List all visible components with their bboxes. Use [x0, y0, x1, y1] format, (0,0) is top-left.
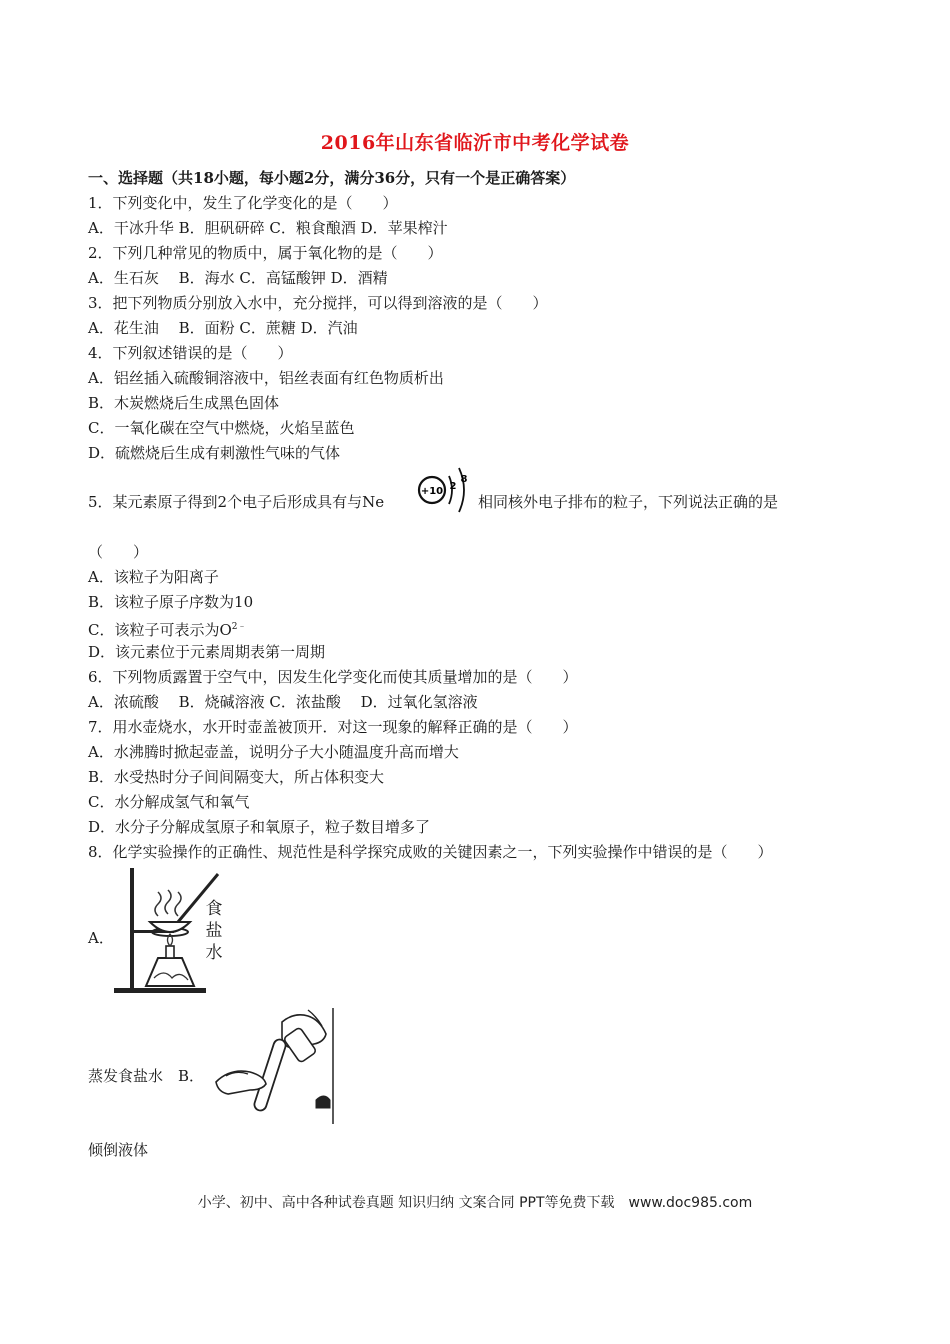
shell-2-electrons: 8 — [460, 474, 468, 485]
question-8-option-a-caption — [88, 1066, 204, 1086]
shell-1-electrons: 2 — [449, 481, 457, 492]
question-4-option-a: A．铝丝插入硫酸铜溶液中，铝丝表面有红色物质析出 — [88, 369, 444, 387]
alcohol-lamp-body — [146, 958, 194, 986]
nucleus-charge: +10 — [420, 486, 444, 497]
question-4: 4．下列叙述错误的是（ ） — [88, 344, 293, 362]
salt-water-label-char-2: 盐 — [205, 921, 223, 941]
question-7: 7．用水壶烧水，水开时壶盖被顶开．对这一现象的解释正确的是（ ） — [88, 718, 578, 736]
question-4-option-c: C．一氧化碳在空气中燃烧，火焰呈蓝色 — [88, 419, 355, 437]
option-a-caption-text: 蒸发食盐水 — [88, 1067, 164, 1085]
stand-base — [114, 988, 206, 993]
question-7-option-d: D．水分子分解成氢原子和氧原子，粒子数目增多了 — [88, 818, 431, 836]
steam-2 — [165, 890, 171, 914]
steam-3 — [175, 892, 181, 916]
question-5-option-b: B．该粒子原子序数为10 — [88, 593, 254, 611]
section-heading: 一、选择题（共18小题，每小题2分，满分36分，只有一个是正确答案） — [88, 169, 576, 187]
salt-water-label-char-1: 食 — [205, 899, 223, 919]
question-6-options: A．浓硫酸 B．烧碱溶液 C．浓盐酸 D．过氧化氢溶液 — [88, 693, 478, 711]
steam-1 — [155, 892, 161, 916]
bottle-stopper — [316, 1096, 330, 1108]
question-5-stem-start: 5．某元素原子得到2个电子后形成具有与Ne — [88, 493, 385, 511]
question-7-option-b: B．水受热时分子间间隔变大，所占体积变大 — [88, 768, 385, 786]
ne-atom-structure-diagram — [416, 462, 478, 518]
question-1: 1．下列变化中，发生了化学变化的是（ ） — [88, 194, 398, 212]
question-1-options: A．干冰升华 B．胆矾研碎 C．粮食酿酒 D．苹果榨汁 — [88, 219, 448, 237]
question-5-option-c-text: C．该粒子可表示为O — [88, 621, 232, 639]
question-8-option-b-letter: B． — [178, 1067, 205, 1085]
question-4-option-b: B．木炭燃烧后生成黑色固体 — [88, 394, 280, 412]
question-8-option-b-caption: 倾倒液体 — [88, 1141, 149, 1159]
question-2-options: A．生石灰 B．海水 C．高锰酸钾 D．酒精 — [88, 269, 388, 287]
question-7-option-a: A．水沸腾时掀起壶盖，说明分子大小随温度升高而增大 — [88, 743, 459, 761]
charge-superscript: 2﹣ — [231, 622, 247, 632]
question-5-stem-end: 相同核外电子排布的粒子，下列说法正确的是 — [478, 493, 779, 511]
question-8-option-a-letter: A． — [88, 929, 114, 947]
page-footer: 小学、初中、高中各种试卷真题 知识归纳 文案合同 PPT等免费下载 www.doc985.com — [197, 1195, 753, 1211]
question-5-paren: （ ） — [88, 543, 149, 561]
question-5-option-d: D．该元素位于元素周期表第一周期 — [88, 643, 326, 661]
page-title: 2016年山东省临沂市中考化学试卷 — [320, 132, 630, 154]
salt-water-label-char-3: 水 — [205, 943, 223, 963]
question-3: 3．把下列物质分别放入水中，充分搅拌，可以得到溶液的是（ ） — [88, 294, 548, 312]
stand-rod — [130, 868, 134, 990]
question-8: 8．化学实验操作的正确性、规范性是科学探究成败的关键因素之一，下列实验操作中错误的是（ ） — [88, 843, 773, 861]
salt-water-label — [204, 898, 224, 964]
question-6: 6．下列物质露置于空气中，因发生化学变化而使其质量增加的是（ ） — [88, 668, 578, 686]
question-2: 2．下列几种常见的物质中，属于氧化物的是（ ） — [88, 244, 443, 262]
lamp-wick-holder — [166, 946, 174, 958]
question-7-option-c: C．水分解成氢气和氧气 — [88, 793, 250, 811]
question-5-option-a: A．该粒子为阳离子 — [88, 568, 219, 586]
question-3-options: A．花生油 B．面粉 C．蔗糖 D．汽油 — [88, 319, 358, 337]
pouring-liquid-figure — [212, 1008, 336, 1126]
question-4-option-d: D．硫燃烧后生成有刺激性气味的气体 — [88, 444, 341, 462]
question-5-option-c — [88, 617, 247, 640]
